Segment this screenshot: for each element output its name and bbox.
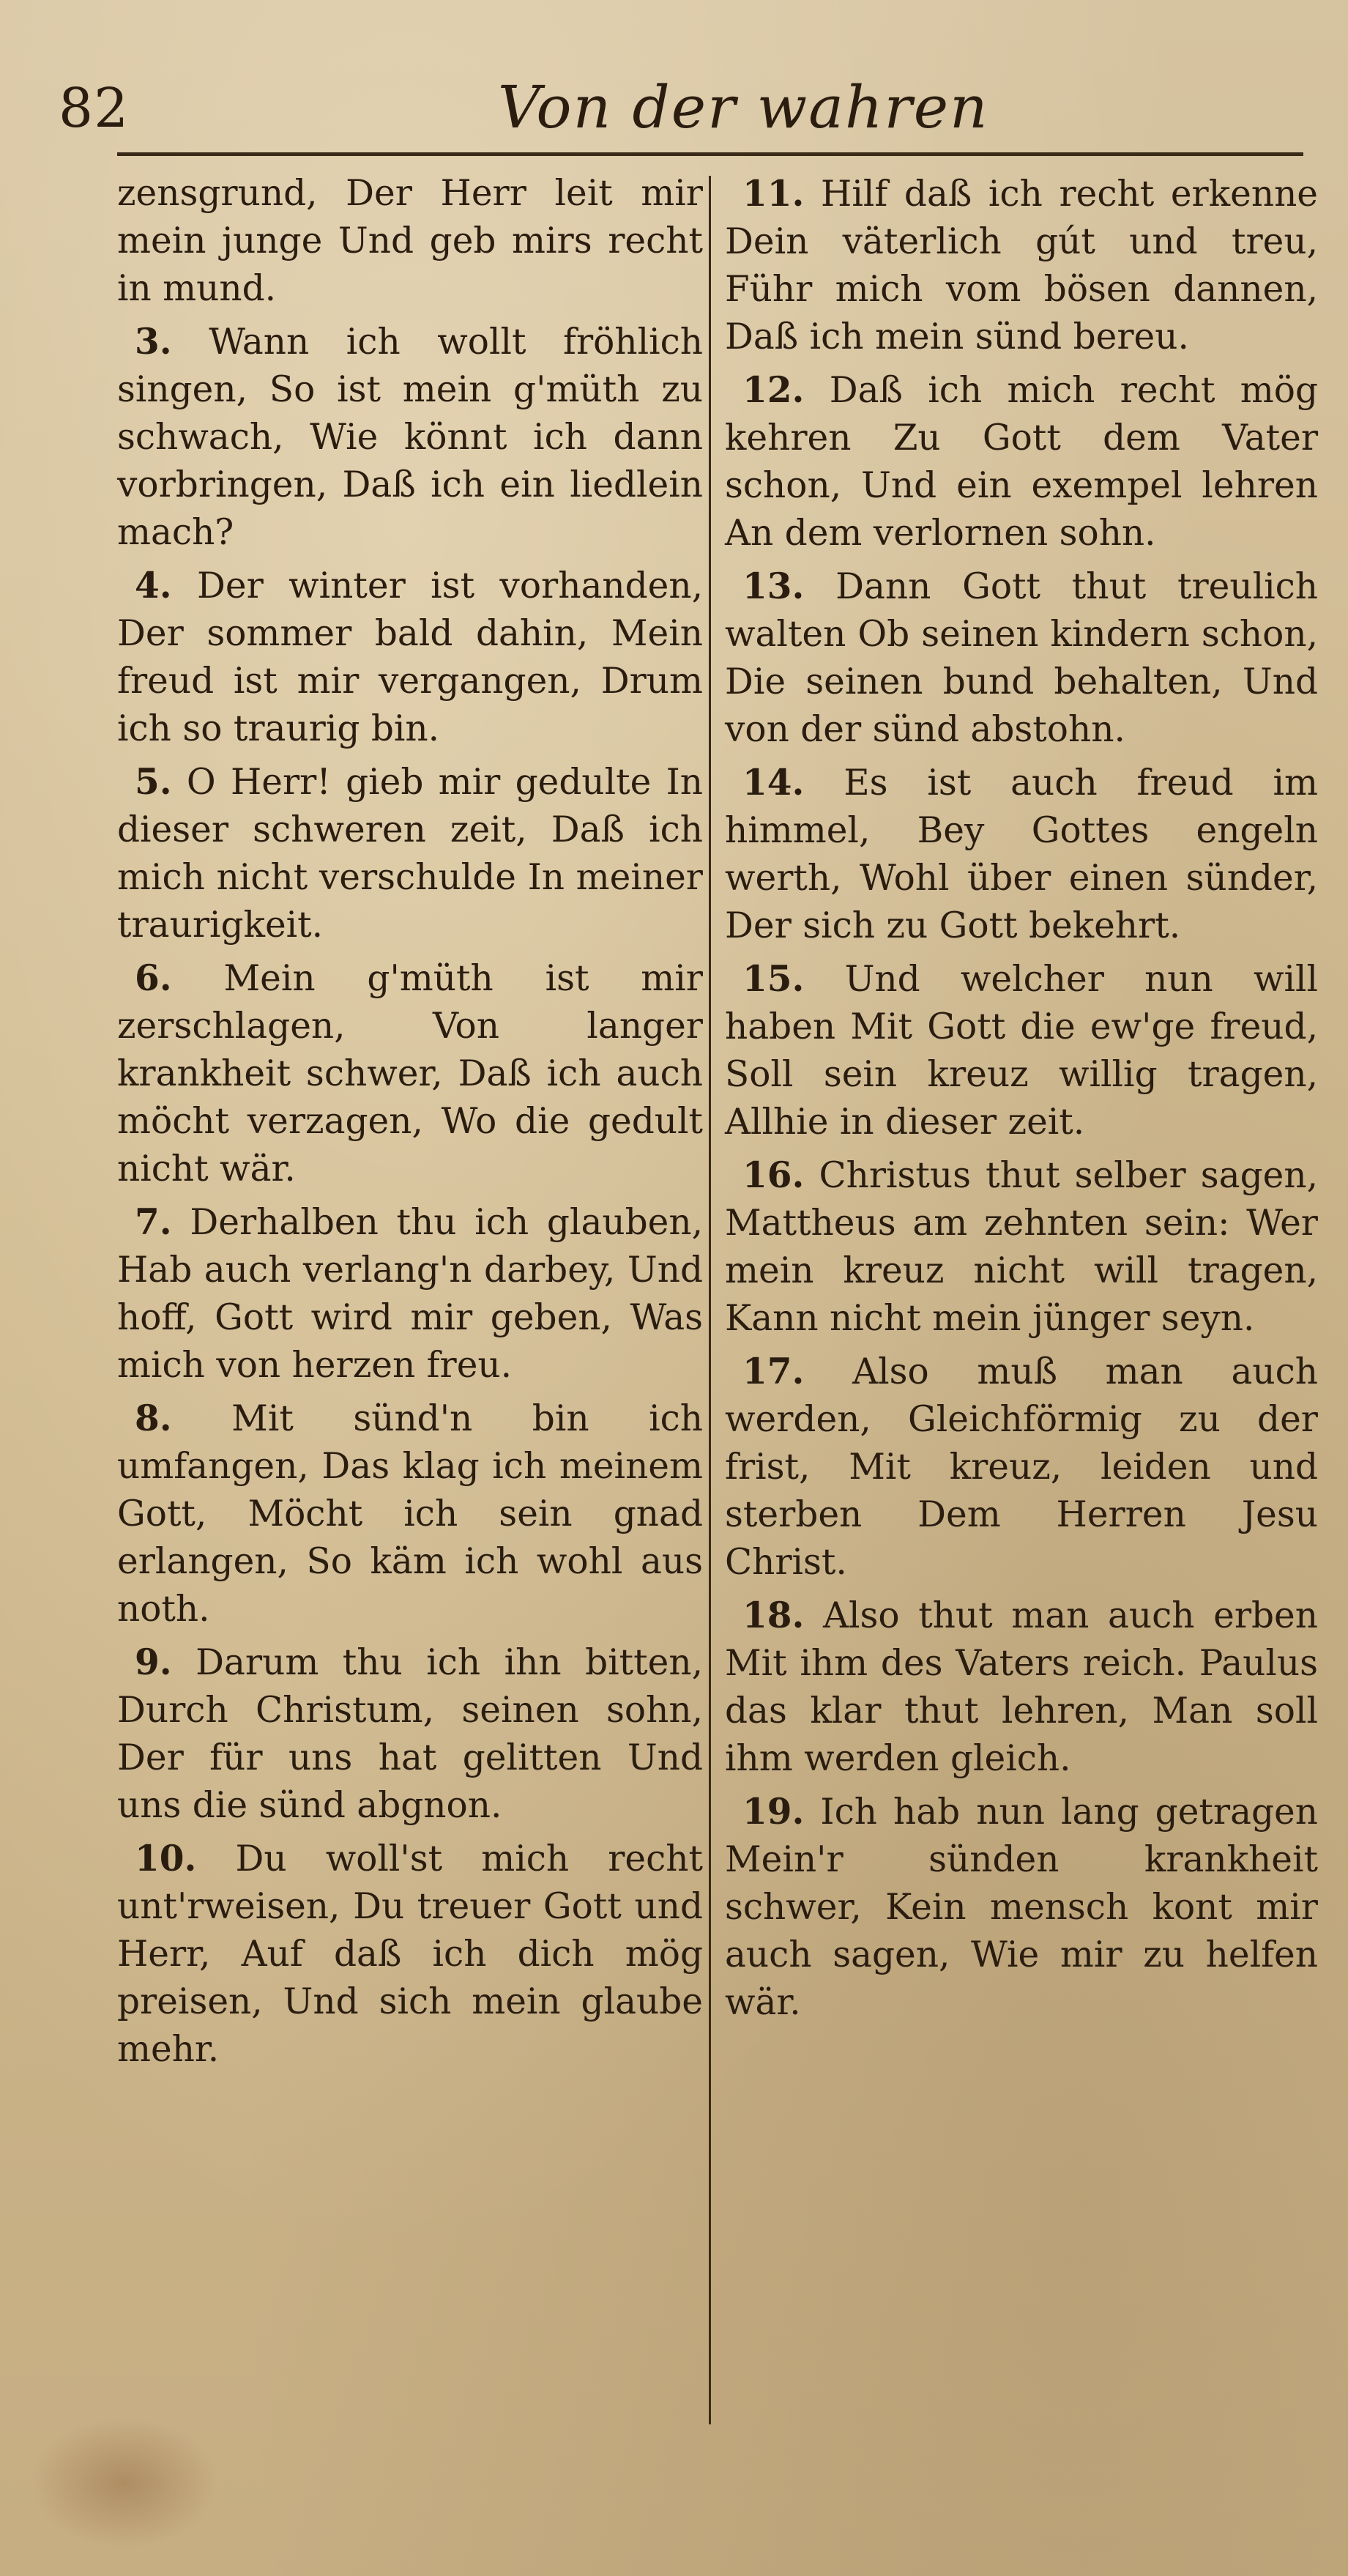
verse-text: O Herr! gieb mir gedulte In dieser schweren zeit, Daß ich mich nicht verschulde In meiner traurigkeit. <box>117 762 704 946</box>
verse <box>117 1835 703 2074</box>
verse-number: 11. <box>742 173 805 215</box>
verse <box>725 955 1318 1146</box>
verse <box>725 1151 1318 1343</box>
verse-number: 15. <box>742 958 805 1000</box>
verse-text: Daß ich mich recht mög kehren Zu Gott dem Vater schon, Und ein exempel lehren An dem verlornen sohn. <box>725 370 1319 554</box>
verse-number: 14. <box>742 762 805 803</box>
verse-number: 12. <box>742 369 805 411</box>
verse-text: Also thut man auch erben Mit ihm des Vaters reich. Paulus das klar thut lehren, Man soll ihm werden gleich. <box>725 1595 1318 1779</box>
verse <box>117 1638 703 1830</box>
verse <box>725 759 1318 950</box>
verse-number: 4. <box>135 565 172 606</box>
verse-text: Wann ich wollt fröhlich singen, So ist mein g'müth zu schwach, Wie könnt ich dann vorbringen, Daß ich ein liedlein mach? <box>117 322 704 553</box>
verse-number: 8. <box>135 1398 172 1439</box>
header-rule <box>117 152 1303 156</box>
verse <box>725 563 1318 754</box>
verse-text: zensgrund, Der Herr leit mir mein junge Und geb mirs recht in mund. <box>117 173 703 309</box>
left-column <box>117 170 703 2079</box>
verse-text: Dann Gott thut treulich walten Ob seinen kindern schon, Die seinen bund behalten, Und von der sünd abstohn. <box>725 566 1318 750</box>
page-number: 82 <box>59 77 130 140</box>
verse <box>117 758 703 949</box>
right-column <box>725 170 1318 2032</box>
verse-text: Und welcher nun will haben Mit Gott die ew'ge freud, Soll sein kreuz willig tragen, Allhie in dieser zeit. <box>725 959 1318 1143</box>
verse <box>725 366 1318 557</box>
running-title: Von der wahren <box>498 73 989 141</box>
verse-text: Darum thu ich ihn bitten, Durch Christum, seinen sohn, Der für uns hat gelitten Und uns die sünd abgnon. <box>117 1642 703 1826</box>
verse-text: Christus thut selber sagen, Mattheus am zehnten sein: Wer mein kreuz nicht will tragen, Kann nicht mein jünger seyn. <box>725 1155 1318 1339</box>
verse-text: Hilf daß ich recht erkenne Dein väterlich gút und treu, Führ mich vom bösen dannen, Daß ich mein sünd bereu. <box>725 174 1319 357</box>
verse-text: Mein g'müth ist mir zerschlagen, Von langer krankheit schwer, Daß ich auch möcht verzagen, Wo die gedult nicht wär. <box>117 958 703 1189</box>
verse-number: 7. <box>135 1201 172 1243</box>
verse-number: 5. <box>135 761 172 803</box>
verse <box>117 1395 703 1633</box>
verse-number: 3. <box>135 321 172 363</box>
verse <box>725 1788 1318 2027</box>
verse-text: Es ist auch freud im himmel, Bey Gottes engeln werth, Wohl über einen sünder, Der sich zu Gott bekehrt. <box>725 762 1318 946</box>
verse-number: 19. <box>742 1791 805 1833</box>
verse <box>725 170 1318 361</box>
verse-number: 10. <box>135 1838 197 1879</box>
verse-number: 17. <box>742 1351 805 1392</box>
verse <box>117 954 703 1193</box>
verse-text: Mit sünd'n bin ich umfangen, Das klag ich meinem Gott, Möcht ich sein gnad erlangen, So käm ich wohl aus noth. <box>117 1398 704 1630</box>
verse <box>117 1198 703 1389</box>
verse-text: Also muß man auch werden, Gleichförmig zu der frist, Mit kreuz, leiden und sterben Dem Herren Jesu Christ. <box>725 1351 1318 1583</box>
verse-number: 13. <box>742 565 805 607</box>
verse-number: 18. <box>742 1595 805 1636</box>
verse <box>725 1348 1318 1586</box>
verse <box>117 170 703 313</box>
verse <box>725 1592 1318 1783</box>
verse <box>117 562 703 753</box>
verse-number: 6. <box>135 957 172 999</box>
verse-text: Du woll'st mich recht unt'rweisen, Du treuer Gott und Herr, Auf daß ich dich mög preisen, Und sich mein glaube mehr. <box>117 1838 703 2070</box>
column-divider <box>709 176 711 2424</box>
verse <box>117 318 703 557</box>
page-header <box>59 67 1303 155</box>
verse-text: Ich hab nun lang getragen Mein'r sünden krankheit schwer, Kein mensch kont mir auch sagen, Wie mir zu helfen wär. <box>725 1792 1318 2023</box>
verse-text: Derhalben thu ich glauben, Hab auch verlang'n darbey, Und hoff, Gott wird mir geben, Was mich von herzen freu. <box>117 1202 704 1386</box>
verse-number: 9. <box>135 1641 172 1683</box>
verse-text: Der winter ist vorhanden, Der sommer bald dahin, Mein freud ist mir vergangen, Drum ich so traurig bin. <box>117 565 703 749</box>
paper-stain <box>29 2417 220 2549</box>
verse-number: 16. <box>742 1154 805 1196</box>
